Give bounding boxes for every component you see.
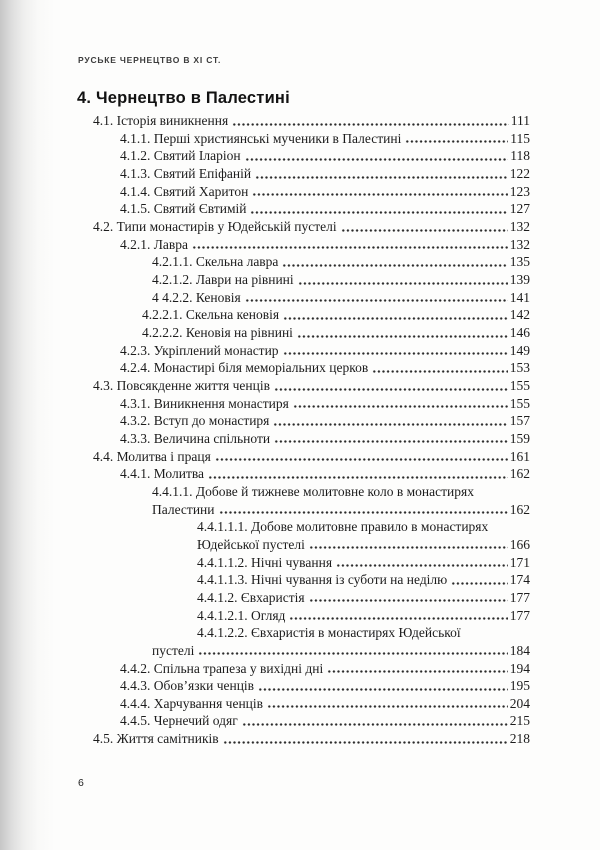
toc-entry-label: 4.4.1.2.1. Огляд xyxy=(197,607,286,623)
toc-leader-dots xyxy=(341,228,508,233)
toc-leader-dots xyxy=(283,316,508,321)
toc-entry xyxy=(93,200,530,218)
toc-entry xyxy=(93,624,530,642)
toc-entry-label: 4.4.1.2. Євхаристія xyxy=(197,589,305,605)
toc-entry xyxy=(93,271,530,289)
toc-entry-label: 4.3.1. Виникнення монастиря xyxy=(120,395,289,411)
toc-entry xyxy=(93,571,530,589)
toc-entry-page: 122 xyxy=(509,166,530,182)
toc-entry-page: 149 xyxy=(509,342,530,358)
toc-entry-label: 4.4.1.1.3. Нічні чування із суботи на неділю xyxy=(197,572,448,588)
toc-entry-label: 4.2. Типи монастирів у Юдейській пустелі xyxy=(93,219,337,235)
toc-entry-label: 4.2.2.2. Кеновія на рівнині xyxy=(142,325,293,341)
toc-entry xyxy=(93,236,530,254)
toc-entry-page: 161 xyxy=(509,448,530,464)
toc-entry-page: 159 xyxy=(509,430,530,446)
toc-leader-dots xyxy=(192,245,508,250)
toc-entry-page: 184 xyxy=(509,642,530,658)
toc-leader-dots xyxy=(274,439,508,444)
toc-entry xyxy=(93,483,530,501)
toc-entry xyxy=(93,112,530,130)
toc-entry-page: 141 xyxy=(509,289,530,305)
toc-entry-page: 146 xyxy=(509,325,530,341)
toc-entry xyxy=(93,306,530,324)
toc-leader-dots xyxy=(198,651,507,656)
toc-leader-dots xyxy=(465,634,528,639)
toc-leader-dots xyxy=(327,669,508,674)
toc-entry xyxy=(93,518,530,536)
toc-entry-label: 4.4.1.1.2. Нічні чування xyxy=(197,554,333,570)
toc-leader-dots xyxy=(273,422,507,427)
toc-leader-dots xyxy=(255,175,508,180)
toc-entry xyxy=(93,430,530,448)
toc-entry xyxy=(93,642,530,660)
toc-leader-dots xyxy=(297,334,508,339)
toc-entry xyxy=(93,677,530,695)
toc-entry xyxy=(93,147,530,165)
toc-entry xyxy=(93,695,530,713)
toc-entry xyxy=(93,500,530,518)
toc-leader-dots xyxy=(250,210,507,215)
toc-leader-dots xyxy=(219,510,508,515)
toc-entry-label: 4.1.4. Святий Харитон xyxy=(120,183,249,199)
toc-leader-dots xyxy=(309,598,508,603)
toc-leader-dots xyxy=(245,157,509,162)
toc-entry xyxy=(93,553,530,571)
toc-entry-label: 4.2.3. Укріплений монастир xyxy=(120,342,279,358)
toc-leader-dots xyxy=(215,457,508,462)
toc-leader-dots xyxy=(293,404,508,409)
toc-entry-label: 4 4.2.2. Кеновія xyxy=(152,289,241,305)
toc-entry xyxy=(93,606,530,624)
toc-entry-page: 142 xyxy=(509,307,530,323)
toc-leader-dots xyxy=(267,704,508,709)
toc-leader-dots xyxy=(309,545,508,550)
toc-entry-label: 4.1.2. Святий Іларіон xyxy=(120,148,241,164)
toc-entry-label: 4.4.1.2.2. Євхаристія в монастирях Юдейської xyxy=(197,625,461,641)
toc-entry-label: 4.4. Молитва і праця xyxy=(93,448,211,464)
toc-entry-page: 139 xyxy=(509,272,530,288)
toc-entry-label: 4.3. Повсякденне життя ченців xyxy=(93,378,270,393)
toc-entry xyxy=(93,218,530,236)
toc-entry-label: 4.1.5. Святий Євтимій xyxy=(120,201,247,217)
toc-entry xyxy=(93,589,530,607)
toc-entry-page: 166 xyxy=(509,536,530,552)
toc-entry-page: 132 xyxy=(509,236,530,252)
toc-entry xyxy=(93,130,530,148)
toc-entry-label: Юдейської пустелі xyxy=(197,536,305,552)
toc-entry xyxy=(93,447,530,465)
toc-entry xyxy=(93,253,530,271)
toc-entry xyxy=(93,377,530,395)
toc-entry-page: 177 xyxy=(509,607,530,623)
toc-entry xyxy=(93,324,530,342)
toc-entry xyxy=(93,659,530,677)
toc-entry xyxy=(93,465,530,483)
toc-entry-page: 132 xyxy=(509,219,530,235)
toc-entry xyxy=(93,165,530,183)
toc-entry-label: Палестини xyxy=(152,501,215,517)
toc-entry-page: 195 xyxy=(509,678,530,694)
toc-leader-dots xyxy=(336,563,508,568)
page-number: 6 xyxy=(78,777,84,789)
toc-entry xyxy=(93,712,530,730)
toc-entry-page: 218 xyxy=(509,731,530,747)
toc-entry-label: 4.4.1. Молитва xyxy=(120,466,205,482)
toc-entry-label: 4.2.1.2. Лаври на рівнині xyxy=(152,272,294,288)
toc-entry-label: 4.1.1. Перші християнські мученики в Палестині xyxy=(120,130,402,146)
toc-entry-page: 153 xyxy=(509,360,530,376)
toc-entry-page: 115 xyxy=(510,130,530,146)
toc-entry-label: 4.4.1.1.1. Добове молитовне правило в монастирях xyxy=(197,519,489,535)
toc-entry-page: 155 xyxy=(509,378,530,393)
toc-entry-label: 4.4.2. Спільна трапеза у вихідні дні xyxy=(120,660,324,676)
toc-entry xyxy=(93,183,530,201)
toc-leader-dots xyxy=(252,192,507,197)
toc-leader-dots xyxy=(208,475,508,480)
toc-entry-label: 4.1. Історія виникнення xyxy=(93,113,229,129)
toc-entry xyxy=(93,536,530,554)
toc-entry-page: 157 xyxy=(509,413,530,429)
toc-entry-label: 4.4.5. Чернечий одяг xyxy=(120,713,238,729)
toc-entry xyxy=(93,730,530,748)
spine-shadow-gradient xyxy=(0,0,60,850)
toc-entry-label: 4.2.1.1. Скельна лавра xyxy=(152,254,279,270)
toc-entry-label: 4.2.4. Монастирі біля меморіальних церков xyxy=(120,360,369,376)
toc-leader-dots xyxy=(223,740,508,745)
toc-entry xyxy=(93,359,530,377)
toc-leader-dots xyxy=(451,581,507,586)
toc-entry-page: 118 xyxy=(510,148,530,164)
toc-entry xyxy=(93,342,530,360)
toc-leader-dots xyxy=(478,492,528,497)
toc-leader-dots xyxy=(274,387,508,392)
toc-entry-label: 4.2.2.1. Скельна кеновія xyxy=(142,307,280,323)
toc-entry-label: 4.4.3. Обов’язки ченців xyxy=(120,678,255,694)
chapter-title: 4. Чернецтво в Палестині xyxy=(77,89,290,107)
toc-entry-label: 4.2.1. Лавра xyxy=(120,236,189,252)
toc-entry-page: 162 xyxy=(509,501,530,517)
toc-leader-dots xyxy=(492,528,528,533)
toc-leader-dots xyxy=(258,687,508,692)
toc-entry-page: 204 xyxy=(509,695,530,711)
toc-entry-label: 4.3.2. Вступ до монастиря xyxy=(120,413,270,429)
toc-leader-dots xyxy=(405,139,508,144)
toc-entry-label: пустелі xyxy=(152,642,195,658)
toc-entry xyxy=(93,395,530,413)
running-header: РУСЬКЕ ЧЕРНЕЦТВО В XI СТ. xyxy=(78,55,222,65)
toc-list xyxy=(93,112,530,748)
toc-leader-dots xyxy=(372,369,508,374)
toc-leader-dots xyxy=(282,263,507,268)
toc-entry-page: 111 xyxy=(510,113,530,129)
toc-leader-dots xyxy=(242,722,508,727)
toc-leader-dots xyxy=(283,351,508,356)
toc-leader-dots xyxy=(298,281,508,286)
toc-entry-page: 135 xyxy=(509,254,530,270)
toc-leader-dots xyxy=(245,298,508,303)
toc-entry-page: 162 xyxy=(509,466,530,482)
toc-entry xyxy=(93,289,530,307)
toc-entry-label: 4.4.4. Харчування ченців xyxy=(120,695,264,711)
toc-entry-page: 174 xyxy=(509,572,530,588)
toc-entry-page: 194 xyxy=(509,660,530,676)
toc-entry-label: 4.5. Життя самітників xyxy=(93,731,219,747)
toc-entry-label: 4.4.1.1. Добове й тижневе молитовне коло в монастирях xyxy=(152,483,474,499)
toc-entry-page: 171 xyxy=(509,554,530,570)
toc-entry-page: 215 xyxy=(509,713,530,729)
toc-entry-label: 4.1.3. Святий Епіфаній xyxy=(120,166,252,182)
toc-entry-page: 177 xyxy=(509,589,530,605)
toc-entry-page: 127 xyxy=(509,201,530,217)
toc-entry-page: 155 xyxy=(509,395,530,411)
toc-leader-dots xyxy=(232,122,509,127)
toc-entry xyxy=(93,412,530,430)
toc-entry-page: 123 xyxy=(509,183,530,199)
toc-entry-label: 4.3.3. Величина спільноти xyxy=(120,430,271,446)
toc-leader-dots xyxy=(289,616,507,621)
